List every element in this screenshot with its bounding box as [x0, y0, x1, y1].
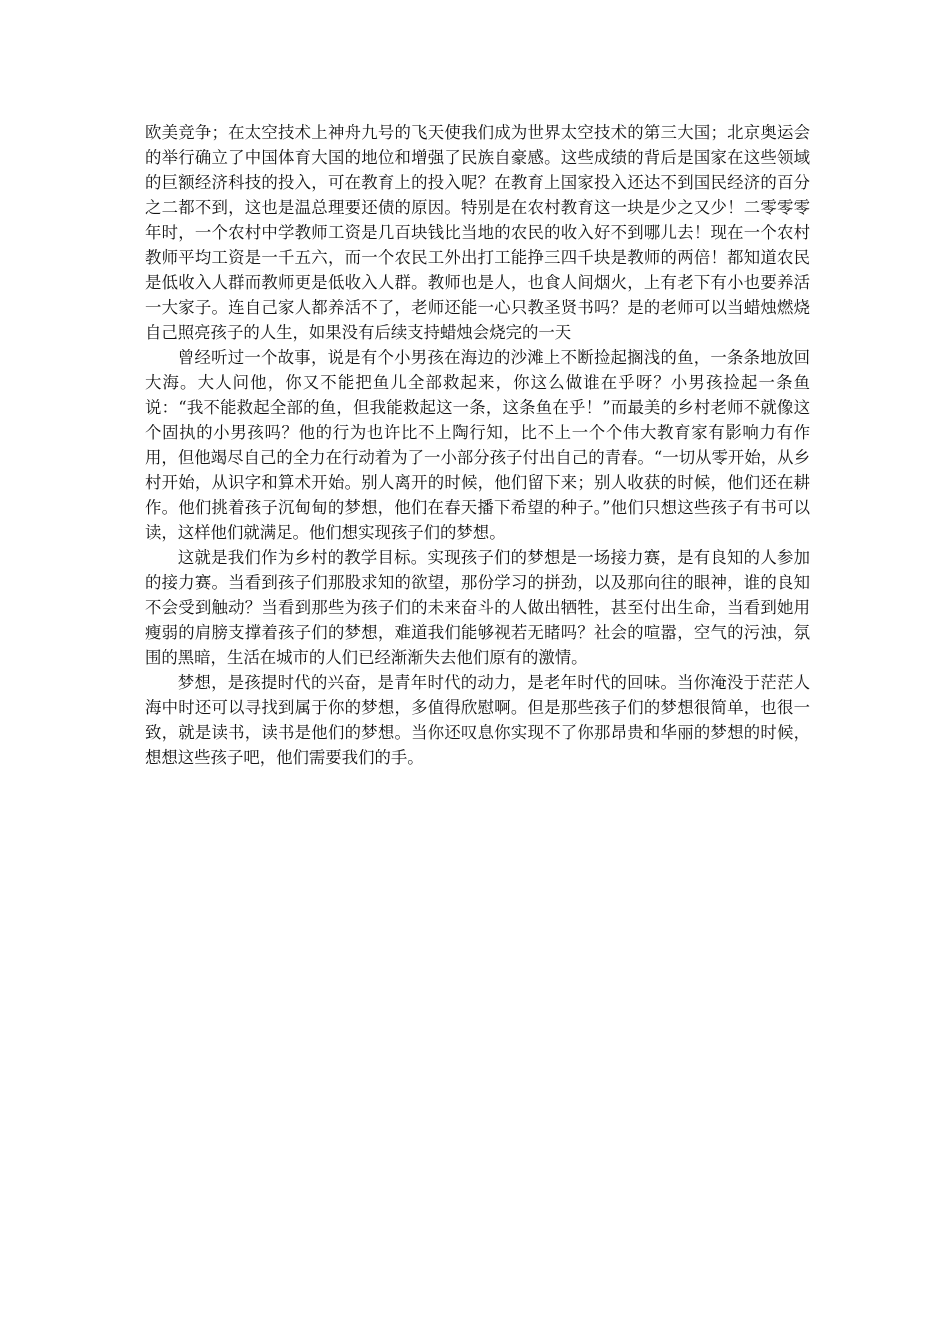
paragraph-2: 曾经听过一个故事，说是有个小男孩在海边的沙滩上不断捡起搁浅的鱼，一条条地放回大海。大人问他，你又不能把鱼儿全部救起来，你这么做谁在乎呀？小男孩捡起一条鱼说：“我不能救起全部的鱼，但我能救起这一条，这条鱼在乎！”而最美的乡村老师不就像这个固执的小男孩吗？他的行为也许比不上陶行知，比不上一个个伟大教育家有影响力有作用，但他竭尽自己的全力在行动着为了一小部分孩子付出自己的青春。“一切从零开始，从乡村开始，从识字和算术开始。别人离开的时候，他们留下来；别人收获的时候，他们还在耕作。他们挑着孩子沉甸甸的梦想，他们在春天播下希望的种子。”他们只想这些孩子有书可以读，这样他们就满足。他们想实现孩子们的梦想。 [145, 348, 810, 542]
paragraph-4: 梦想，是孩提时代的兴奋，是青年时代的动力，是老年时代的回味。当你淹没于茫茫人海中时还可以寻找到属于你的梦想，多值得欣慰啊。但是那些孩子们的梦想很简单，也很一致，就是读书，读书是他们的梦想。当你还叹息你实现不了你那昂贵和华丽的梦想的时候，想想这些孩子吧，他们需要我们的手。 [145, 673, 810, 767]
paragraph-1: 欧美竞争；在太空技术上神舟九号的飞天使我们成为世界太空技术的第三大国；北京奥运会的举行确立了中国体育大国的地位和增强了民族自豪感。这些成绩的背后是国家在这些领域的巨额经济科技的投入，可在教育上的投入呢？在教育上国家投入还达不到国民经济的百分之二都不到，这也是温总理要还债的原因。特别是在农村教育这一块是少之又少！二零零零年时，一个农村中学教师工资是几百块钱比当地的农民的收入好不到哪儿去！现在一个农村教师平均工资是一千五六，而一个农民工外出打工能挣三四千块是教师的两倍！都知道农民是低收入人群而教师更是低收入人群。教师也是人，也食人间烟火，上有老下有小也要养活一大家子。连自己家人都养活不了，老师还能一心只教圣贤书吗？是的老师可以当蜡烛燃烧自己照亮孩子的人生，如果没有后续支持蜡烛会烧完的一天 [145, 123, 810, 342]
paragraph-3: 这就是我们作为乡村的教学目标。实现孩子们的梦想是一场接力赛，是有良知的人参加的接力赛。当看到孩子们那股求知的欲望，那份学习的拼劲，以及那向往的眼神，谁的良知不会受到触动？当看到那些为孩子们的未来奋斗的人做出牺牲，甚至付出生命，当看到她用瘦弱的肩膀支撑着孩子们的梦想，难道我们能够视若无睹吗？社会的喧嚣，空气的污浊，氛围的黑暗，生活在城市的人们已经渐渐失去他们原有的激情。 [145, 548, 810, 667]
document-body [145, 120, 810, 770]
